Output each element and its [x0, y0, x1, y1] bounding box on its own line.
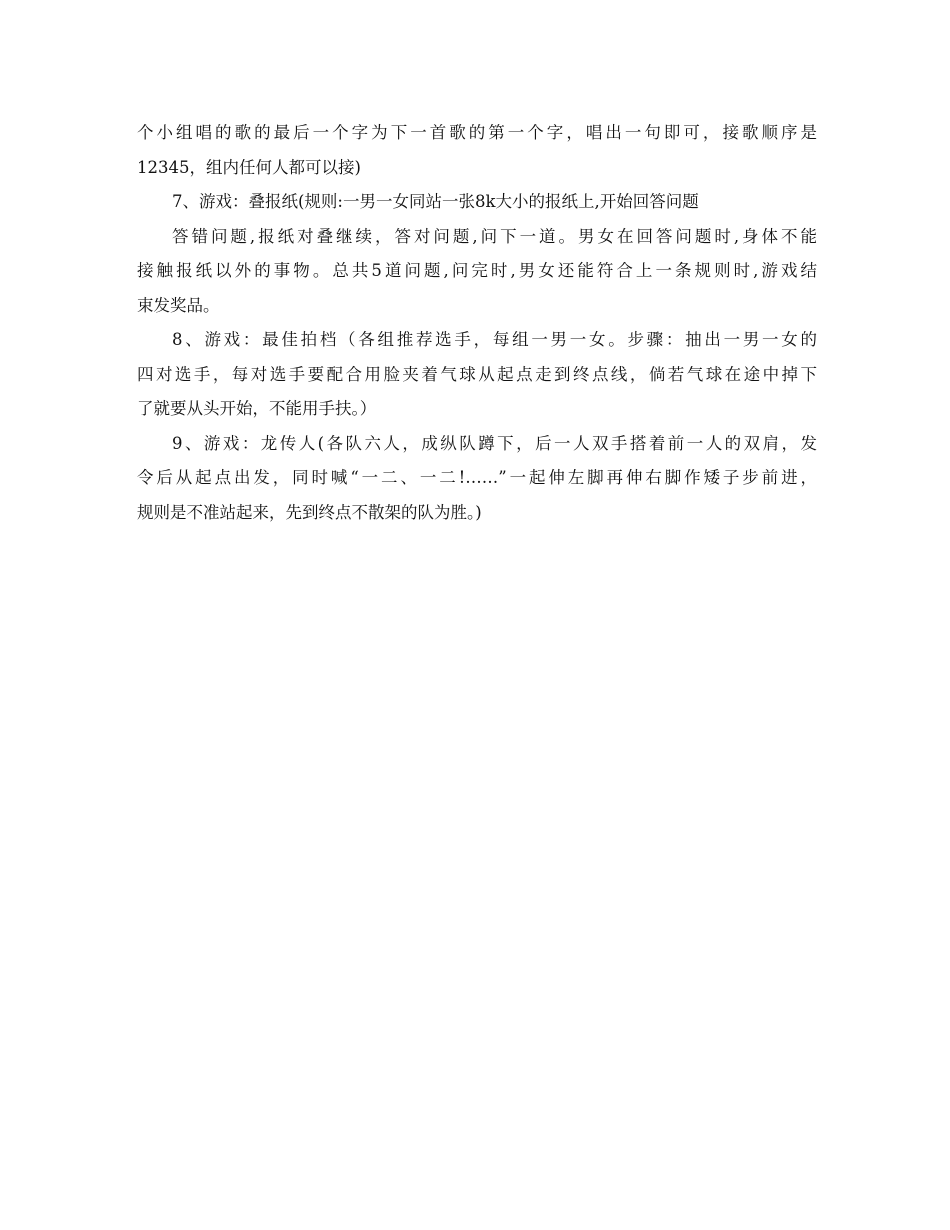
text-line: 令后从起点出发，同时喊“一二、一二!……”一起伸左脚再伸右脚作矮子步前进， — [137, 468, 817, 487]
paragraph-game-7 — [137, 185, 817, 220]
text-line: 8、游戏：最佳拍档（各组推荐选手，每组一男一女。步骤：抽出一男一女的 — [172, 330, 817, 349]
text-line: 7、游戏：叠报纸(规则:一男一女同站一张8k大小的报纸上,开始回答问题 — [172, 192, 699, 211]
text-line: 个小组唱的歌的最后一个字为下一首歌的第一个字，唱出一句即可，接歌顺序是 — [137, 123, 817, 142]
text-line: 四对选手，每对选手要配合用脸夹着气球从起点走到终点线，倘若气球在途中掉下 — [137, 364, 817, 384]
document-body — [137, 116, 817, 530]
text-line: 规则是不准站起来，先到终点不散架的队为胜。) — [137, 502, 482, 522]
text-line: 了就要从头开始，不能用手扶。） — [137, 399, 377, 418]
text-line: 9、游戏：龙传人(各队六人，成纵队蹲下，后一人双手搭着前一人的双肩，发 — [172, 433, 817, 453]
paragraph-game-9 — [137, 427, 817, 531]
text-line: 12345，组内任何人都可以接) — [137, 157, 361, 177]
text-line: 接触报纸以外的事物。总共5道问题,问完时,男女还能符合上一条规则时,游戏结 — [137, 261, 817, 280]
text-line: 束发奖品。 — [137, 295, 220, 315]
paragraph-game-7-rules — [137, 220, 817, 324]
text-line: 答错问题,报纸对叠继续，答对问题,问下一道。男女在回答问题时,身体不能 — [172, 226, 817, 246]
paragraph-continuation — [137, 116, 817, 185]
paragraph-game-8 — [137, 323, 817, 427]
